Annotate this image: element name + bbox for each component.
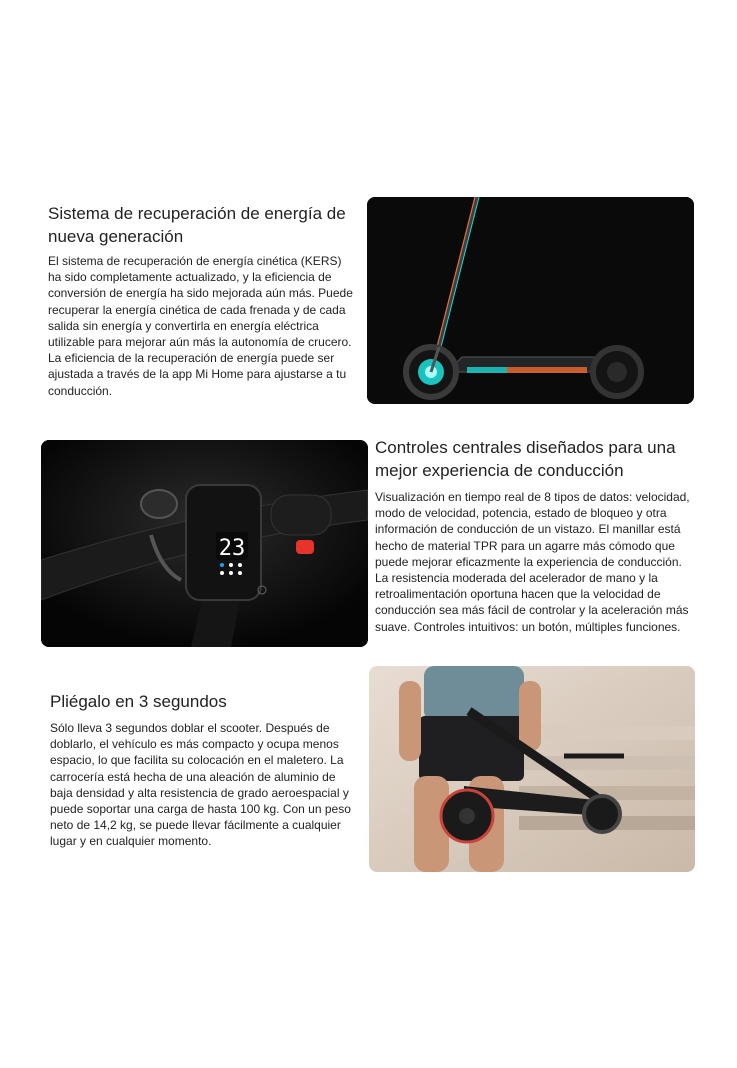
controls-description: Visualización en tiempo real de 8 tipos de datos: velocidad, modo de velocidad, potencia, estado de bloqueo y otra información de conducción de un vistazo. El manillar está hecho de material TPR para un agarre más cómodo que puede mejorar eficazmente la experiencia de conducción. La resistencia moderada del acelerador de mano y la retroalimentación oportuna hacen que la velocidad de conducción sea más fácil de controlar y la aceleración más suave. Controles intuitivos: un botón, múltiples funciones. xyxy=(375,490,690,634)
kers-description: El sistema de recuperación de energía cinética (KERS) ha sido completamente actualizado, y la eficiencia de conversión de energía ha sido mejorada aún más. Puede recuperar la energía cinética de cada frenada y de cada salida sin energía y convertirla en energía eléctrica utilizable para mejorar aún más la autonomía de crucero. La eficiencia de la recuperación de energía puede ser ajustada a través de la app Mi Home para ajustarse a tu conducción. xyxy=(48,254,353,398)
speed-readout: 23 xyxy=(218,536,246,561)
controls-title: Controles centrales diseñados para una mejor experiencia de conducción xyxy=(375,438,676,480)
kers-title: Sistema de recuperación de energía de nueva generación xyxy=(48,204,346,246)
fold-description: Sólo lleva 3 segundos doblar el scooter. Después de doblarlo, el vehículo es más compacto y ocupa menos espacio, lo que facilita su colocación en el maletero. La carrocería está hecha de una aleación de aluminio de baja densidad y alta resistencia de grado aeroespacial y puede soportar una carga de hasta 100 kg. Con un peso neto de 14,2 kg, se puede llevar fácilmente a cualquier lugar y en cualquier momento. xyxy=(50,721,351,849)
fold-title: Pliégalo en 3 segundos xyxy=(50,692,227,711)
handlebar-display-image xyxy=(41,440,368,647)
kers-scooter-image xyxy=(367,197,694,404)
folded-scooter-photo xyxy=(369,666,695,872)
